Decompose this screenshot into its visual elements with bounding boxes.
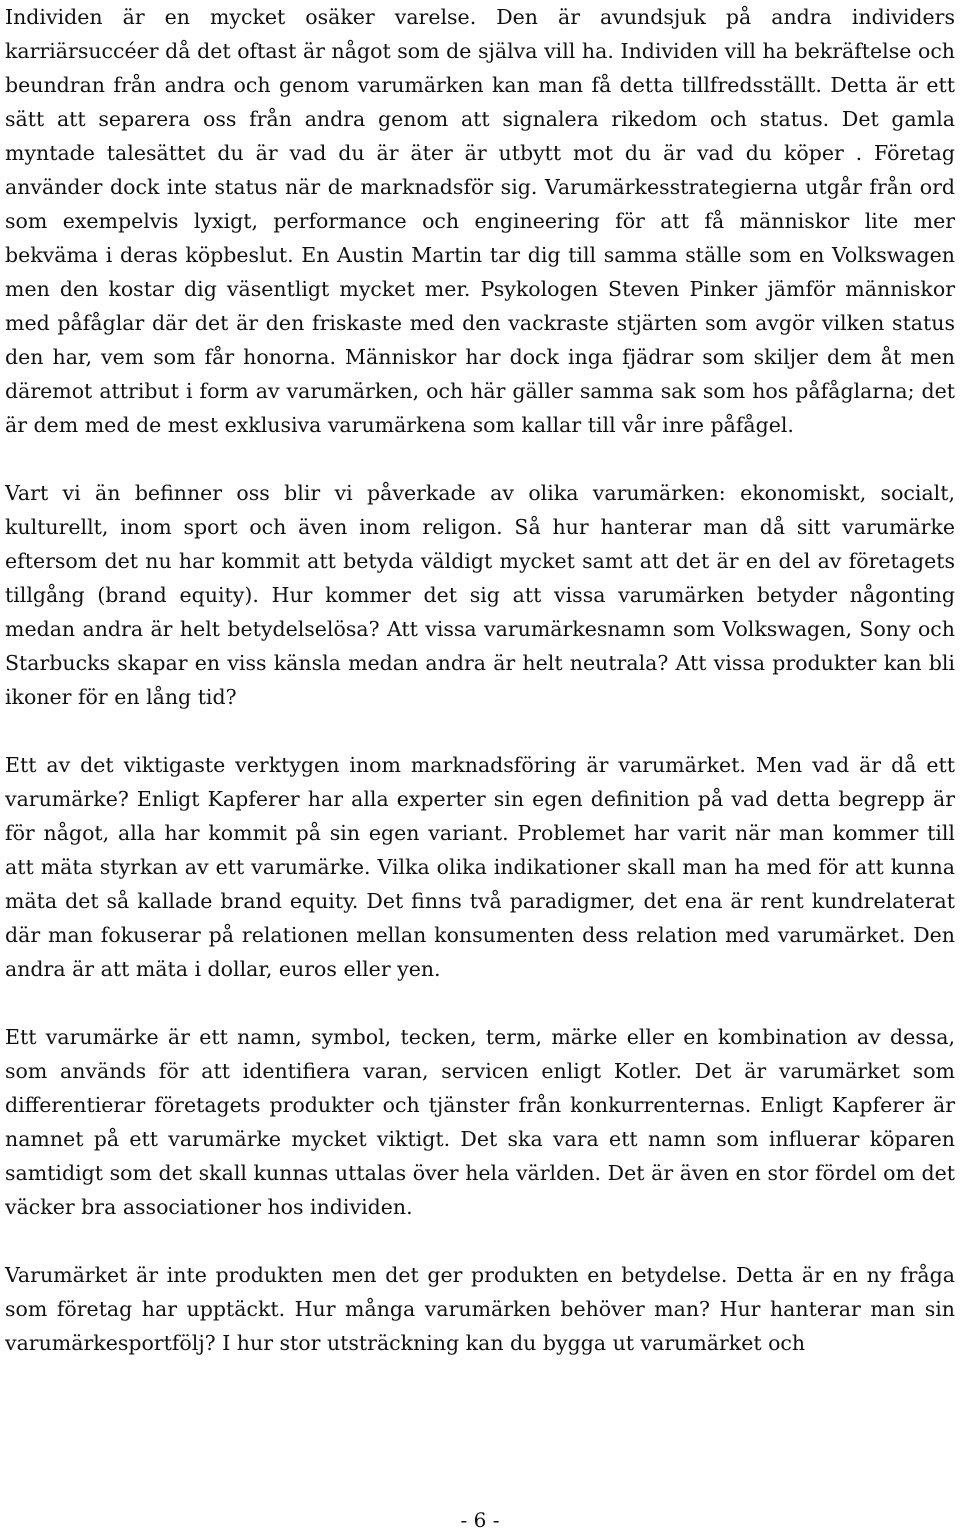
paragraph-5: Varumärket är inte produkten men det ger produkten en betydelse. Detta är en ny fråga som företag har upptäckt. Hur många varumärken behöver man? Hur hanterar man sin varumärkesportfölj? I hur stor utsträckning kan du bygga ut varumärket och [5,1263,955,1355]
paragraph-1: Individen är en mycket osäker varelse. Den är avundsjuk på andra individers karriärsuccéer då det oftast är något som de själva vill ha. Individen vill ha bekräftelse och beundran från andra och genom varumärken kan man få detta tillfredsställt. Detta är ett sätt att separera oss från andra genom att signalera rikedom och status. Det gamla myntade talesättet du är vad du är äter är utbytt mot du är vad du köper . Företag använder dock inte status när de marknadsför sig. Varumärkesstrategierna utgår från ord som exempelvis lyxigt, performance och engineering för att få människor lite mer bekväma i deras köpbeslut. En Austin Martin tar dig till samma ställe som en Volkswagen men den kostar dig väsentligt mycket mer. Psykologen Steven Pinker jämför människor med påfåglar där det är den friskaste med den vackraste stjärten som avgör vilken status den har, vem som får honorna. Människor har dock inga fjädrar som skiljer dem åt men däremot attribut i form av varumärken, och här gäller samma sak som hos påfåglarna; det är dem med de mest exklusiva varumärkena som kallar till vår inre påfågel. [5,5,955,437]
page-number: - 6 - [460,1508,500,1532]
paragraph-3: Ett av det viktigaste verktygen inom marknadsföring är varumärket. Men vad är då ett varumärke? Enligt Kapferer har alla experter sin egen definition på vad detta begrepp är för något, alla har kommit på sin egen variant. Problemet har varit när man kommer till att mäta styrkan av ett varumärke. Vilka olika indikationer skall man ha med för att kunna mäta det så kallade brand equity. Det finns två paradigmer, det ena är rent kundrelaterat där man fokuserar på relationen mellan konsumenten dess relation med varumärket. Den andra är att mäta i dollar, euros eller yen. [5,753,955,981]
paragraph-2: Vart vi än befinner oss blir vi påverkade av olika varumärken: ekonomiskt, socialt, kulturellt, inom sport och även inom religon. Så hur hanterar man då sitt varumärke eftersom det nu har kommit att betyda väldigt mycket samt att det är en del av företagets tillgång (brand equity). Hur kommer det sig att vissa varumärken betyder någonting medan andra är helt betydelselösa? Att vissa varumärkesnamn som Volkswagen, Sony och Starbucks skapar en viss känsla medan andra är helt neutrala? Att vissa produkter kan bli ikoner för en lång tid? [5,481,955,709]
paragraph-4: Ett varumärke är ett namn, symbol, tecken, term, märke eller en kombination av dessa, som används för att identifiera varan, servicen enligt Kotler. Det är varumärket som differentierar företagets produkter och tjänster från konkurrenternas. Enligt Kapferer är namnet på ett varumärke mycket viktigt. Det ska vara ett namn som influerar köparen samtidigt som det skall kunnas uttalas över hela världen. Det är även en stor fördel om det väcker bra associationer hos individen. [5,1025,955,1219]
document-page [5,0,955,1360]
